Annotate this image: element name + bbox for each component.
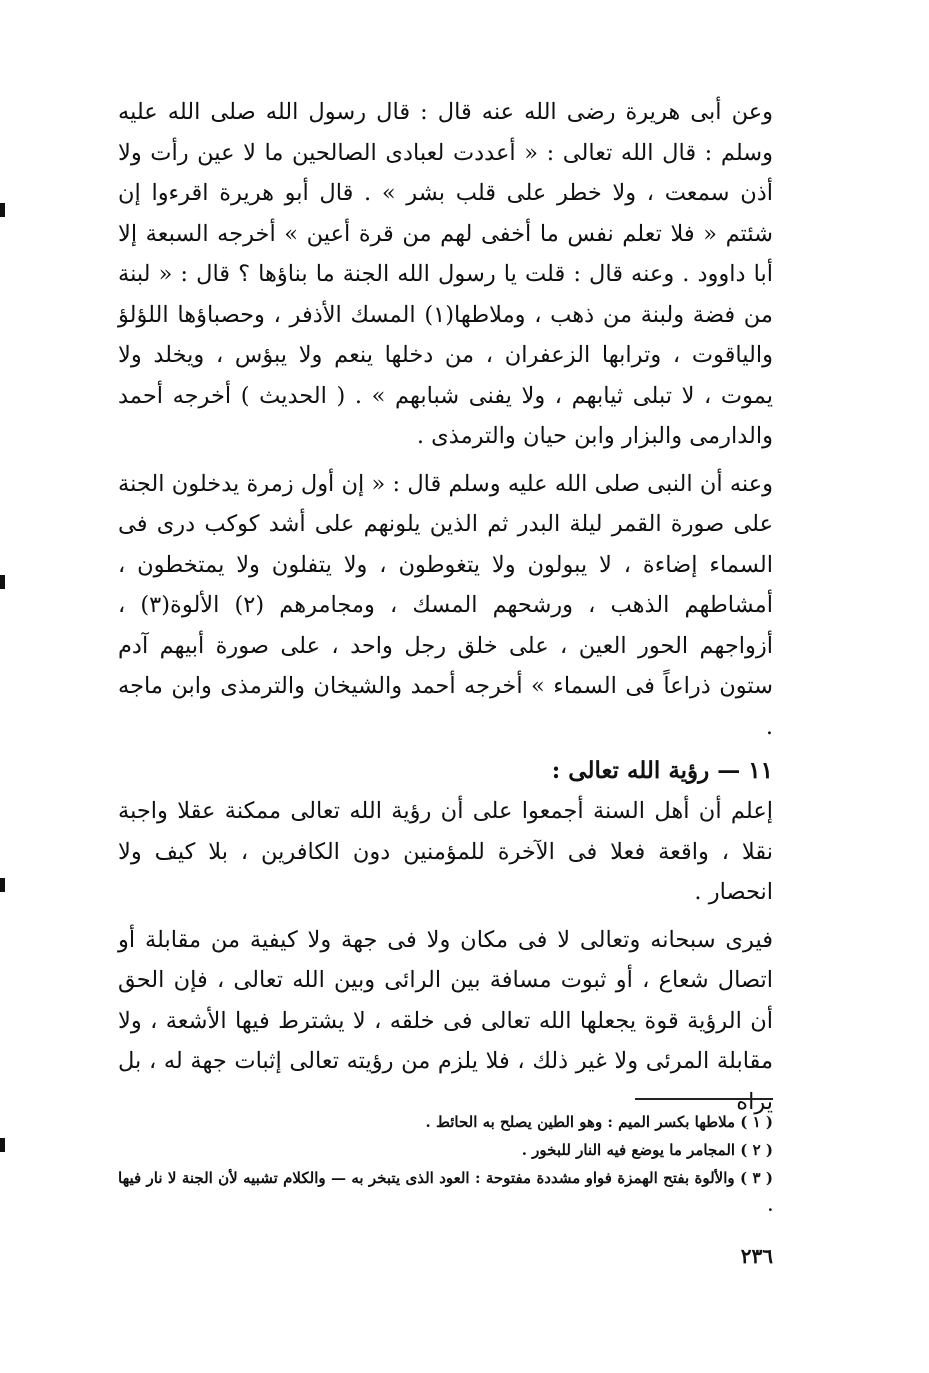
paragraph-seeing: فيرى سبحانه وتعالى لا فى مكان ولا فى جهة ولا كيفية من مقابلة أو اتصال شعاع ، أو ثبوت مسافة بين الرائى وبين الله تعالى ، فإن الحق أن الرؤية قوة يجعلها الله تعالى فى خلقه ، لا يشترط فيها الأشعة ، ولا مقابلة المرئى ولا غير ذلك ، فلا يلزم من رؤيته تعالى إثبات جهة له ، بل يراه [118,926,773,1115]
scan-edge-mark [0,1138,5,1152]
scan-edge-mark [0,575,5,589]
paragraph-ahl-sunna: إعلم أن أهل السنة أجمعوا على أن رؤية الله تعالى ممكنة عقلا واجبة نقلا ، واقعة فعلا فى الآخرة للمؤمنين دون الكافرين ، بلا كيف ولا انحصار . [118,798,773,905]
paragraph-first-group: وعنه أن النبى صلى الله عليه وسلم قال : « إن أول زمرة يدخلون الجنة على صورة القمر ليلة البدر ثم الذين يلونهم على أشد كوكب درى فى السماء إضاءة ، لا يبولون ولا يتغوطون ، ولا يتفلون ولا يمتخطون ، أمشاطهم الذهب ، ورشحهم المسك ، ومجامرهم (٢) الألوة(٣) ، أزواجهم الحور العين ، على خلق رجل واحد ، على صورة أبيهم آدم ستون ذراعاً فى السماء » أخرجه أحمد والشيخان والترمذى وابن ماجه . [118,470,773,740]
footnote-divider [635,1098,773,1100]
page-body [118,92,773,1268]
section-heading: ١١ — رؤية الله تعالى : [551,757,773,784]
scan-edge-mark [0,203,5,217]
scan-edge-mark [0,878,5,892]
page-number: ٢٣٦ [740,1244,773,1268]
footnotes [118,1108,773,1220]
footnote-3: ( ٣ ) والألوة بفتح الهمزة فواو مشددة مفتوحة : العود الذى يتبخر به — والكلام تشبيه لأن الجنة لا نار فيها . [118,1169,773,1215]
paragraph-abu-hurayra: وعن أبى هريرة رضى الله عنه قال : قال رسول الله صلى الله عليه وسلم : قال الله تعالى : « أعددت لعبادى الصالحين ما لا عين رأت ولا أذن سمعت ، ولا خطر على قلب بشر » . قال أبو هريرة اقرءوا إن شئتم « فلا تعلم نفس ما أخفى لهم من قرة أعين » أخرجه السبعة إلا أبا داوود . وعنه قال : قلت يا رسول الله الجنة ما بناؤها ؟ قال : « لبنة من فضة ولبنة من ذهب ، وملاطها(١) المسك الأذفر ، وحصباؤها اللؤلؤ والياقوت ، وترابها الزعفران ، من دخلها ينعم ولا يبؤس ، ويخلد ولا يموت ، لا تبلى ثيابهم ، ولا يفنى شبابهم » . ( الحديث ) أخرجه أحمد والدارمى والبزار وابن حيان والترمذى . [118,99,773,449]
footnote-1: ( ١ ) ملاطها بكسر الميم : وهو الطين يصلح به الحائط . [425,1113,773,1131]
footnote-2: ( ٢ ) المجامر ما يوضع فيه النار للبخور . [521,1141,773,1159]
